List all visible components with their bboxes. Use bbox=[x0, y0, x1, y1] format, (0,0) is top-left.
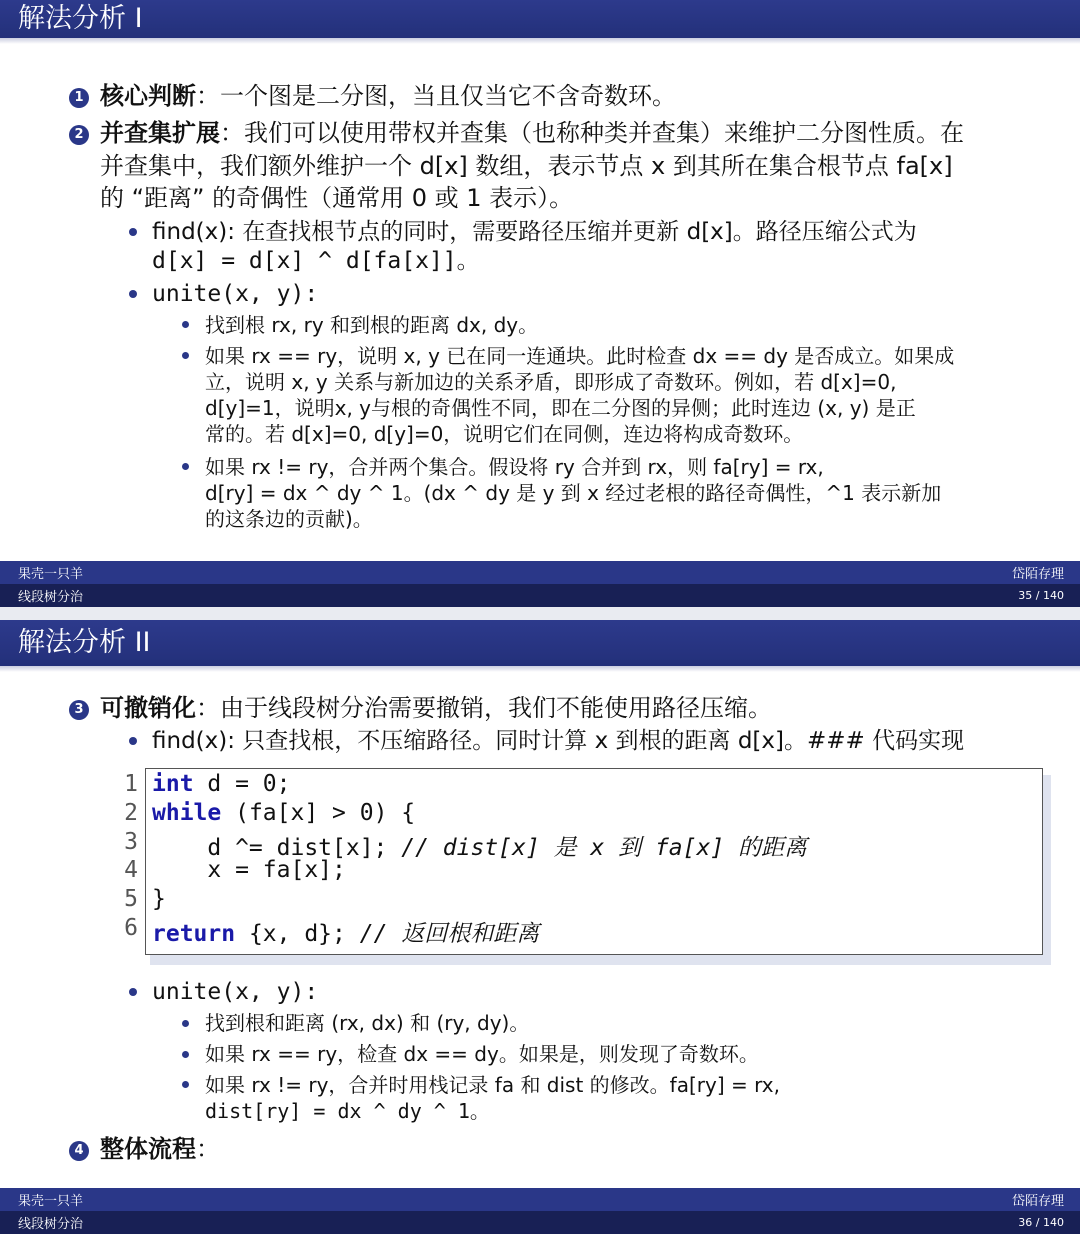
item-core-judgement bbox=[100, 80, 676, 113]
code-line bbox=[152, 857, 346, 883]
footer-topic: 线段树分治 bbox=[18, 1217, 84, 1232]
page-number: 36 / 140 bbox=[1018, 1216, 1064, 1229]
item-number: 2 bbox=[69, 125, 89, 145]
slide-title: 解法分析 I bbox=[0, 0, 1080, 38]
code-keyword: int bbox=[152, 771, 194, 797]
code-text: d = 0; bbox=[193, 771, 291, 797]
footer bbox=[0, 1188, 1080, 1234]
footer-right-title: 岱陌存理 bbox=[1011, 567, 1064, 582]
title-shadow bbox=[0, 666, 1080, 672]
item-text: ：一个图是二分图，当且仅当它不含奇数环。 bbox=[196, 82, 676, 110]
sub-item: 找到根和距离 (rx, dx) 和 (ry, dy)。 bbox=[205, 1011, 530, 1035]
item-text-line: 并查集中，我们额外维护一个 d[x] 数组，表示节点 x 到其所在集合根节点 fa[x] bbox=[100, 152, 953, 180]
unite-label: unite(x, y): bbox=[152, 281, 319, 307]
sub-item: 如果 rx != ry，合并时用栈记录 fa 和 dist 的修改。fa[ry] = rx, bbox=[205, 1073, 780, 1097]
find-formula: d[x] = d[x] ^ d[fa[x]]。 bbox=[152, 248, 480, 274]
item-text: ： bbox=[196, 1135, 220, 1163]
sub-item-line: 立，说明 x, y 关系与新加边的关系矛盾，即形成了奇数环。例如，若 d[x]=0, bbox=[205, 370, 897, 394]
code-line bbox=[152, 800, 415, 826]
code-line-number: 5 bbox=[124, 886, 138, 913]
footer-author: 果壳一只羊 bbox=[18, 567, 84, 582]
code-line-number: 2 bbox=[124, 799, 138, 826]
footer bbox=[0, 561, 1080, 607]
bullet bbox=[182, 1081, 189, 1088]
item-number: 4 bbox=[69, 1141, 89, 1161]
item-text-line: 的 “距离” 的奇偶性（通常用 0 或 1 表示）。 bbox=[100, 184, 574, 212]
title-shadow bbox=[0, 38, 1080, 44]
code-text: } bbox=[152, 886, 166, 913]
code-text: d ^= dist[x]; bbox=[152, 834, 402, 861]
bullet bbox=[182, 1020, 189, 1027]
find-desc: find(x): 在查找根节点的同时，需要路径压缩并更新 d[x]。路径压缩公式为 bbox=[152, 219, 917, 245]
sub-item: 找到根 rx, ry 和到根的距离 dx, dy。 bbox=[205, 313, 539, 337]
item-number: 1 bbox=[69, 88, 89, 108]
code-line bbox=[152, 886, 166, 912]
bullet bbox=[129, 737, 137, 745]
page-number: 35 / 140 bbox=[1018, 589, 1064, 602]
code-line-number: 3 bbox=[124, 828, 138, 855]
code-line bbox=[152, 915, 539, 948]
item-overall-flow bbox=[100, 1133, 220, 1166]
footer-author: 果壳一只羊 bbox=[18, 1194, 84, 1209]
bullet bbox=[182, 463, 189, 470]
code-comment: // dist[x] 是 x 到 fa[x] 的距离 bbox=[401, 834, 808, 861]
code-text: (fa[x] > 0) { bbox=[221, 799, 416, 826]
item-head: 可撤销化 bbox=[100, 694, 196, 722]
code-text: x = fa[x]; bbox=[152, 857, 346, 884]
sub-item: 如果 rx == ry，检查 dx == dy。如果是，则发现了奇数环。 bbox=[205, 1042, 759, 1066]
item-text: ：我们可以使用带权并查集（也称种类并查集）来维护二分图性质。在 bbox=[220, 119, 964, 147]
code-line-number: 4 bbox=[124, 857, 138, 884]
item-dsu-extension bbox=[100, 117, 964, 150]
bullet bbox=[182, 1051, 189, 1058]
sub-item: 如果 rx == ry，说明 x, y 已在同一连通块。此时检查 dx == dy 是否成立。如果成 bbox=[205, 344, 955, 368]
code-line bbox=[152, 771, 290, 797]
unite-label: unite(x, y): bbox=[152, 979, 319, 1005]
footer-topic: 线段树分治 bbox=[18, 590, 84, 605]
code-keyword: while bbox=[152, 799, 222, 826]
item-undoable bbox=[100, 692, 772, 725]
code-keyword: return bbox=[152, 921, 236, 947]
bullet bbox=[129, 290, 137, 298]
bullet bbox=[129, 228, 137, 236]
sub-item-line: dist[ry] = dx ^ dy ^ 1。 bbox=[205, 1099, 490, 1123]
bullet bbox=[129, 988, 137, 996]
footer-right-title: 岱陌存理 bbox=[1011, 1194, 1064, 1209]
item-head: 核心判断 bbox=[100, 82, 196, 110]
slide-title: 解法分析 II bbox=[0, 620, 1080, 666]
bullet bbox=[182, 352, 189, 359]
item-number: 3 bbox=[69, 700, 89, 720]
item-text: ：由于线段树分治需要撤销，我们不能使用路径压缩。 bbox=[196, 694, 772, 722]
item-head: 整体流程 bbox=[100, 1135, 196, 1163]
sub-item-line: 的这条边的贡献)。 bbox=[205, 507, 373, 531]
bullet bbox=[182, 321, 189, 328]
code-line-number: 6 bbox=[124, 915, 138, 941]
code-comment: // 返回根和距离 bbox=[359, 921, 540, 947]
find-desc: find(x): 只查找根，不压缩路径。同时计算 x 到根的距离 d[x]。### 代码实现 bbox=[152, 728, 965, 754]
code-line-number: 1 bbox=[124, 771, 138, 797]
slide-35 bbox=[0, 0, 1080, 607]
sub-item: 如果 rx != ry，合并两个集合。假设将 ry 合并到 rx，则 fa[ry] = rx, bbox=[205, 455, 824, 479]
item-head: 并查集扩展 bbox=[100, 119, 220, 147]
sub-item-line: d[ry] = dx ^ dy ^ 1。(dx ^ dy 是 y 到 x 经过老根的路径奇偶性，^1 表示新加 bbox=[205, 481, 942, 505]
sub-item-line: 常的。若 d[x]=0, d[y]=0，说明它们在同侧，连边将构成奇数环。 bbox=[205, 422, 804, 446]
code-text: {x, d}; bbox=[235, 921, 360, 947]
slide-gap bbox=[0, 607, 1080, 620]
slide-36 bbox=[0, 620, 1080, 1234]
sub-item-line: d[y]=1，说明x, y与根的奇偶性不同，即在二分图的异侧；此时连边 (x, y) 是正 bbox=[205, 396, 916, 420]
